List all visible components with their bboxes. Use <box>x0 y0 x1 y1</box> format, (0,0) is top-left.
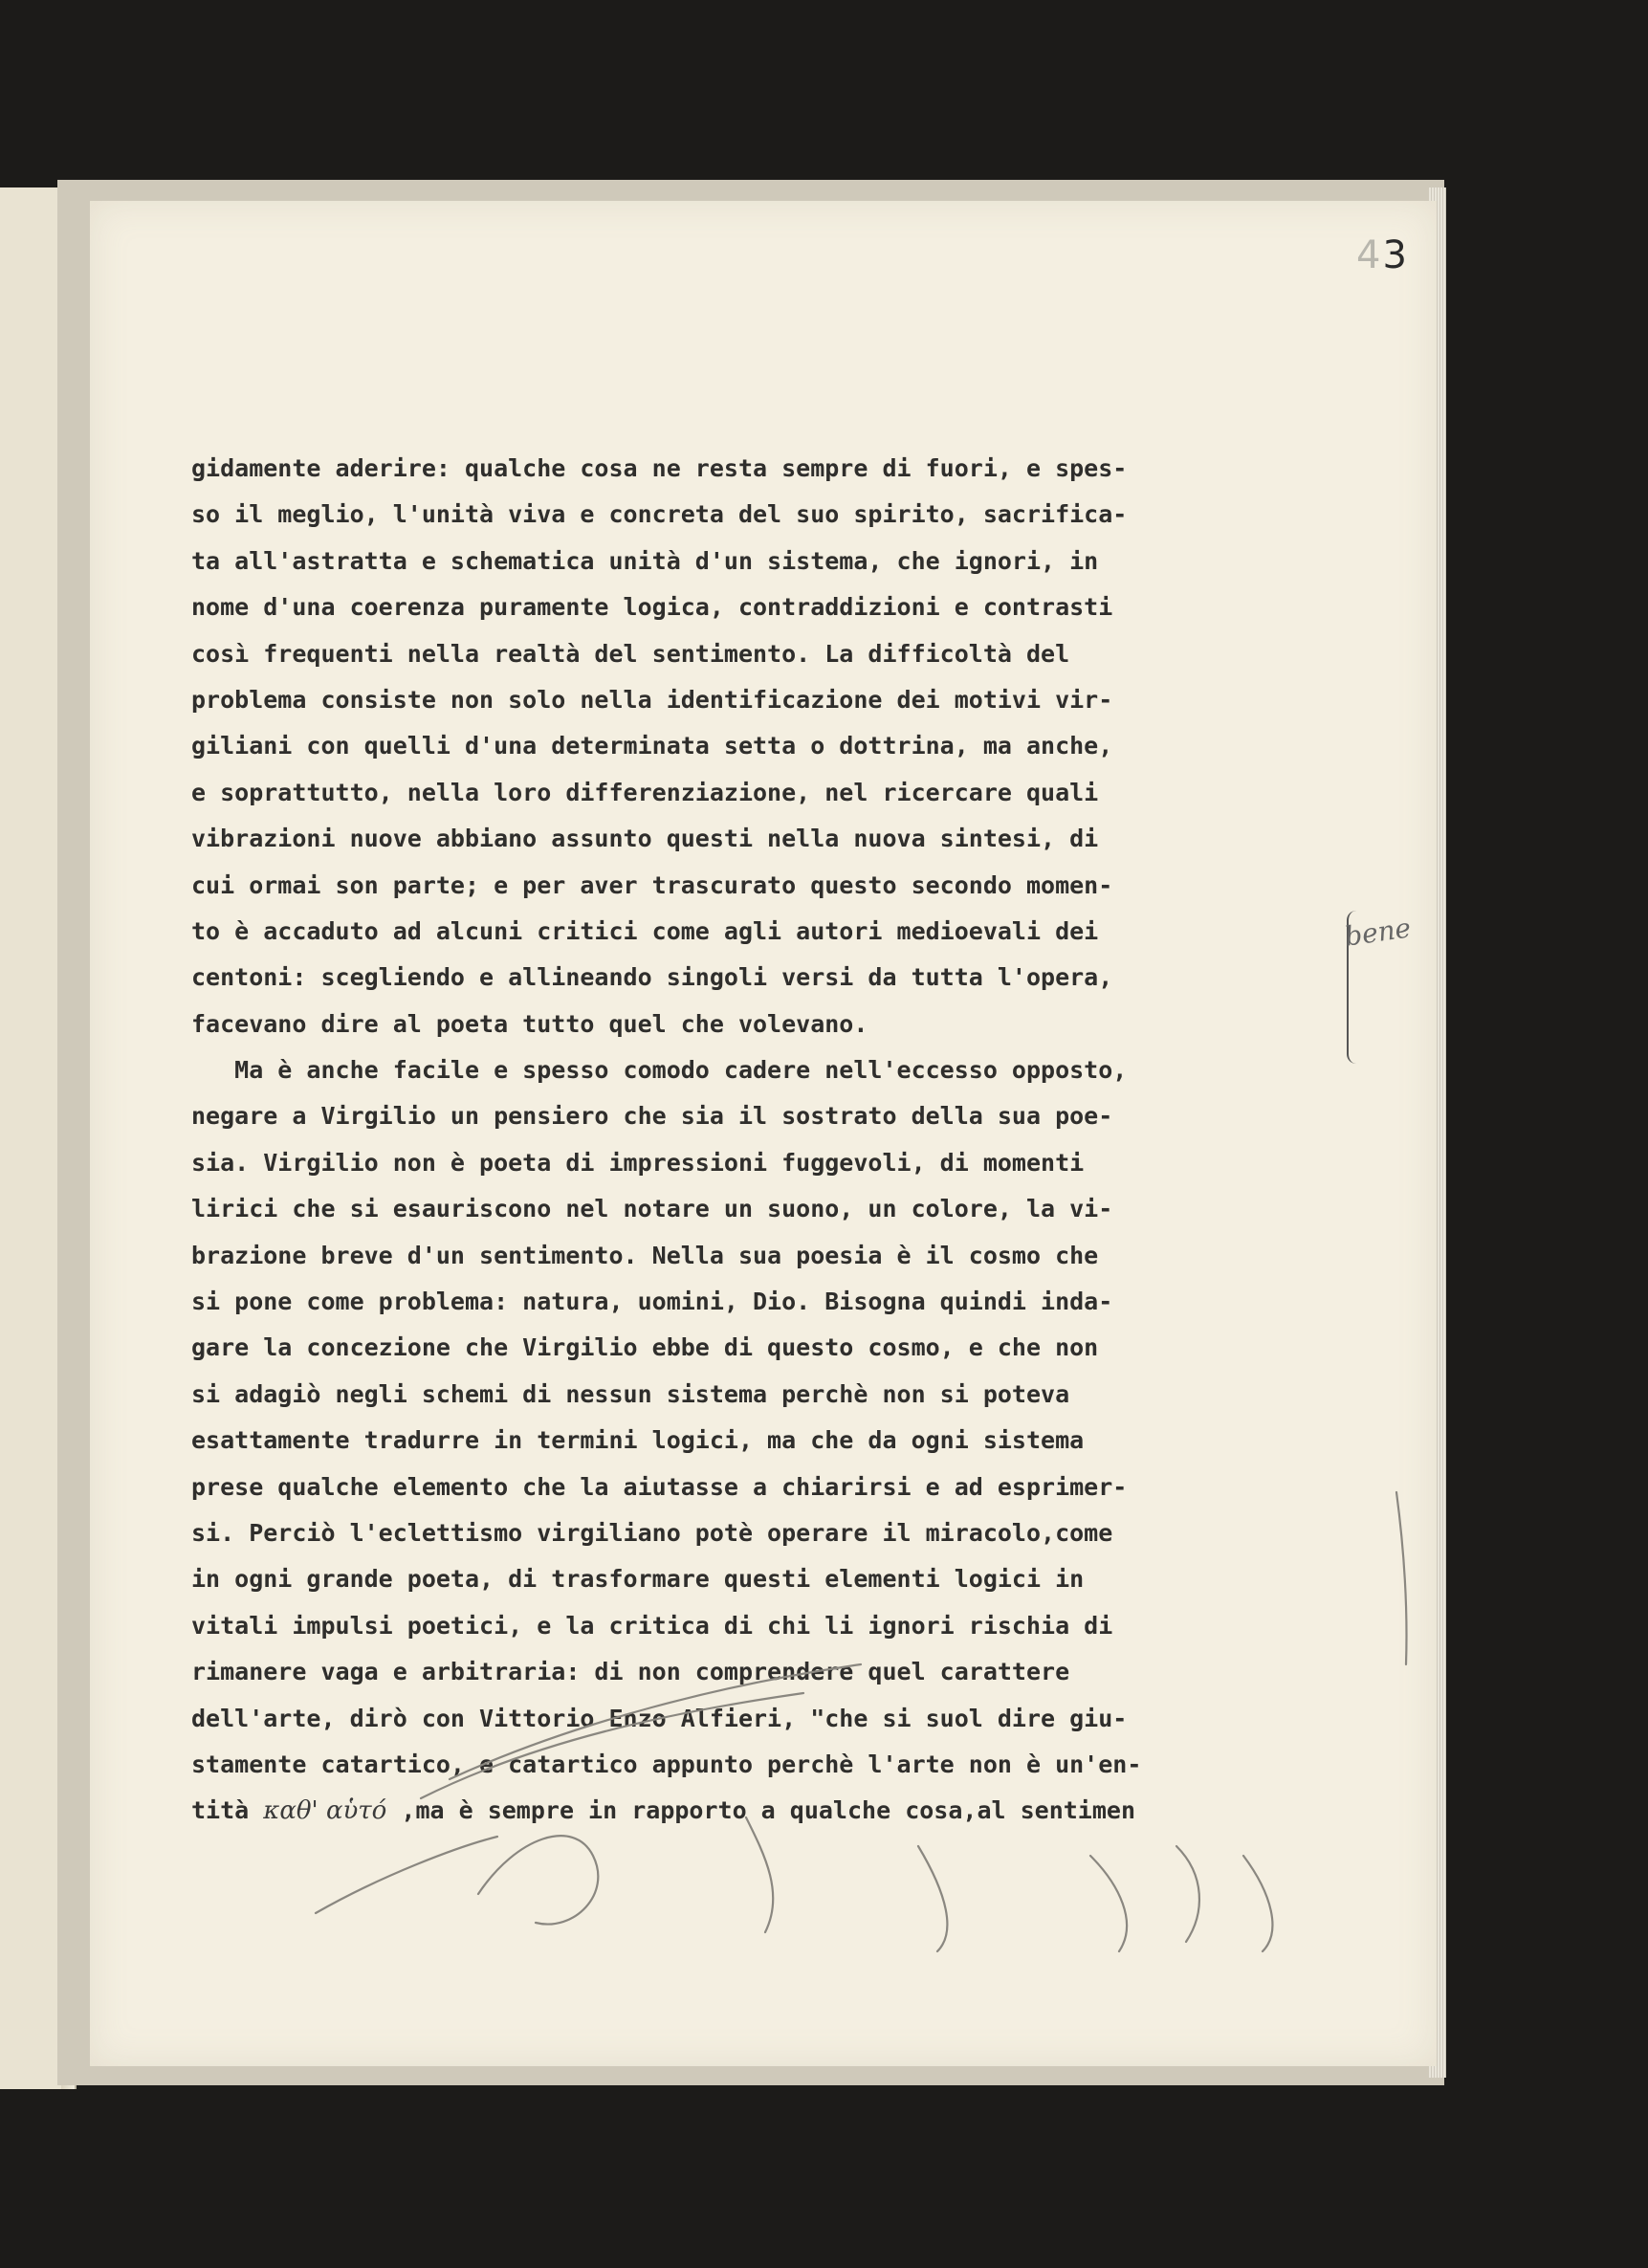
pencil-scribble <box>1243 1856 1272 1951</box>
text-line: nome d'una coerenza puramente logica, contraddizioni e contrasti <box>191 593 1113 622</box>
text-line: si pone come problema: natura, uomini, Dio. Bisogna quindi inda- <box>191 1288 1113 1316</box>
pencil-scribble <box>450 1664 861 1779</box>
text-line: e soprattutto, nella loro differenziazione, nel ricercare quali <box>191 778 1099 806</box>
text-line: brazione breve d'un sentimento. Nella sua poesia è il cosmo che <box>191 1241 1099 1269</box>
pencil-scribble <box>1090 1856 1127 1951</box>
text-line: centoni: scegliendo e allineando singoli versi da tutta l'opera, <box>191 963 1113 992</box>
pencil-scribble <box>746 1817 773 1932</box>
pencil-scribble <box>918 1846 947 1951</box>
text-line: dell'arte, dirò con Vittorio Enzo Alfieri, "che si suol dire giu- <box>191 1704 1128 1732</box>
text-line: così frequenti nella realtà del sentimento. La difficoltà del <box>191 639 1070 668</box>
text-line: gidamente aderire: qualche cosa ne resta sempre di fuori, e spes- <box>191 454 1128 482</box>
text-line: gare la concezione che Virgilio ebbe di questo cosmo, e che non <box>191 1333 1099 1362</box>
text-line: facevano dire al poeta tutto quel che volevano. <box>191 1009 868 1038</box>
final-line-end: ,ma è sempre in rapporto a qualche cosa,al sentimen <box>386 1796 1136 1825</box>
pencil-scribble <box>421 1693 803 1798</box>
text-line: cui ormai son parte; e per aver trascurato questo secondo momen- <box>191 870 1113 899</box>
text-line: problema consiste non solo nella identificazione dei motivi vir- <box>191 685 1113 714</box>
pencil-scribble <box>1176 1846 1199 1942</box>
text-line: to è accaduto ad alcuni critici come agli autori medioevali dei <box>191 916 1099 945</box>
text-line: stamente catartico, e catartico appunto perchè l'arte non è un'en- <box>191 1750 1142 1778</box>
text-line: ta all'astratta e schematica unità d'un sistema, che ignori, in <box>191 546 1099 575</box>
text-line: si. Perciò l'eclettismo virgiliano potè operare il miracolo,come <box>191 1518 1113 1547</box>
text-line: negare a Virgilio un pensiero che sia il sostrato della sua poe- <box>191 1102 1113 1131</box>
text-line: esattamente tradurre in termini logici, ma che da ogni sistema <box>191 1426 1085 1455</box>
text-line: sia. Virgilio non è poeta di impressioni fuggevoli, di momenti <box>191 1148 1085 1177</box>
pencil-scribble <box>316 1837 497 1913</box>
pencil-scribble <box>478 1836 598 1924</box>
text-line: so il meglio, l'unità viva e concreta del suo spirito, sacrifica- <box>191 500 1128 529</box>
page-number-main: 3 <box>1382 233 1409 277</box>
text-line: rimanere vaga e arbitraria: di non comprendere quel carattere <box>191 1658 1070 1686</box>
page-number-faint: 4 <box>1356 233 1383 277</box>
text-line: vitali impulsi poetici, e la critica di chi li ignori rischia di <box>191 1611 1113 1640</box>
final-line-start: tità <box>191 1796 264 1825</box>
greek-handwritten-phrase: καθ' αὑτό <box>263 1796 387 1826</box>
pencil-scribble <box>1396 1492 1407 1664</box>
text-line: in ogni grande poeta, di trasformare questi elementi logici in <box>191 1565 1085 1594</box>
margin-note: bene <box>1343 912 1414 953</box>
text-line: si adagiò negli schemi di nessun sistema perchè non si poteva <box>191 1379 1070 1408</box>
text-line: lirici che si esauriscono nel notare un suono, un colore, la vi- <box>191 1195 1113 1223</box>
text-line: giliani con quelli d'una determinata setta o dottrina, ma anche, <box>191 732 1113 760</box>
text-line: prese qualche elemento che la aiutasse a chiarirsi e ad esprimer- <box>191 1472 1128 1501</box>
text-line: Ma è anche facile e spesso comodo cadere nell'eccesso opposto, <box>191 1056 1128 1085</box>
text-line: vibrazioni nuove abbiano assunto questi nella nuova sintesi, di <box>191 825 1099 853</box>
